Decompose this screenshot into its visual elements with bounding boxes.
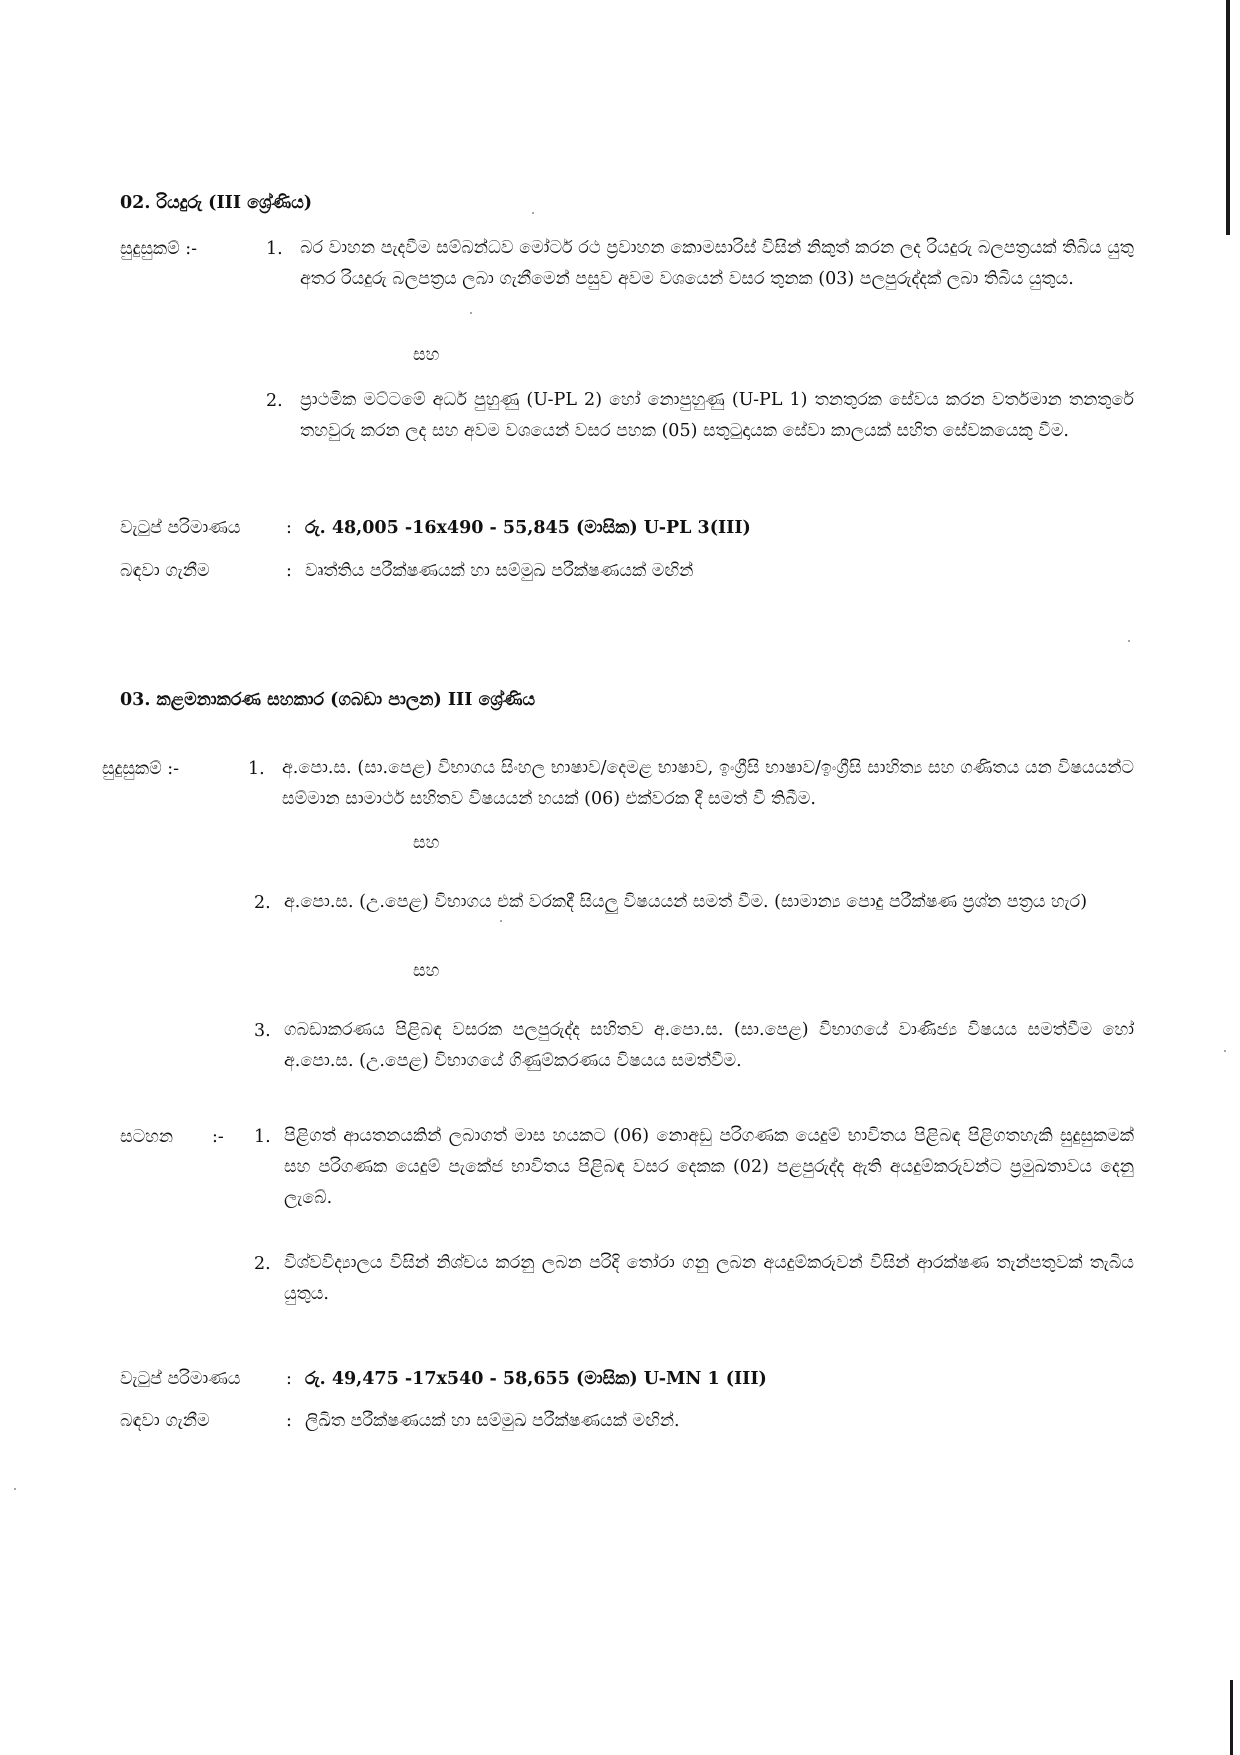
section3-note2-text: විශ්වවිද්‍යාලය විසින් නිශ්චය කරනු ලබන පරිදි තෝරා ගනු ලබන අයදුම්කරුවන් විසින් ආරක්ෂණ තැන්පතුවක් තැබිය යුතුය. — [284, 1253, 1134, 1304]
section3-note1-number: 1. — [254, 1127, 271, 1147]
section3-heading: 03. කළමනාකරණ සහකාර (ගබඩා පාලන) III ශ්‍රේණිය — [120, 690, 536, 710]
section3-note-colon: :- — [212, 1127, 224, 1147]
scan-speck — [1224, 1050, 1226, 1052]
section3-item1-text: අ.පො.ස. (සා.පෙළ) විභාගය සිංහල භාෂාව/දෙමළ භාෂාව, ඉංග්‍රීසි භාෂාව/ඉංග්‍රීසි සාහිත්‍ය සහ ගණිතය යන විෂයයන්ට සම්මාන සාමාර්ථ සහිතව විෂයයන් හයක් (06) එක්වරක දී සමත් වී තිබීම. — [282, 758, 1134, 809]
section3-salary-label: වැටුප් පරිමාණය — [120, 1369, 241, 1389]
scan-edge-mark-top — [1226, 0, 1230, 235]
scan-speck — [532, 212, 534, 214]
section3-note1-text: පිළිගත් ආයතනයකින් ලබාගත් මාස හයකට (06) නොඅඩු පරිගණක යෙදුම් භාවිතය පිළිබඳ පිළිගතහැකි සුදුසුකමක් සහ පරිගණක යෙදුම් පැකේජ භාවිතය පිළිබඳ වසර දෙකක (02) පළපුරුද්ද ඇති අයදුම්කරුවන්ට ප්‍රමුඛතාවය දෙනු ලැබේ. — [284, 1126, 1134, 1208]
section2-recruitment-value: වෘත්තිය පරීක්ෂණයක් හා සම්මුඛ පරීක්ෂණයක් මඟින් — [305, 561, 694, 581]
scan-speck — [1128, 640, 1130, 642]
section3-item3-number: 3. — [254, 1021, 271, 1041]
scan-speck — [500, 920, 502, 922]
section3-and-1: සහ — [413, 833, 440, 853]
section3-and-2: සහ — [413, 961, 440, 981]
section3-note-label: සටහන — [120, 1127, 174, 1147]
section2-salary-value: රු. 48,005 -16x490 - 55,845 (මාසික) U-PL 3(III) — [305, 518, 751, 538]
section3-salary-colon: : — [286, 1369, 292, 1389]
section3-recruitment-label: බඳවා ගැනීම — [120, 1411, 210, 1431]
section2-heading: 02. රියදුරු (III ශ්‍රේණිය) — [120, 193, 313, 213]
section3-note2-number: 2. — [254, 1254, 271, 1274]
scan-speck — [14, 1488, 16, 1490]
section2-item1-number: 1. — [266, 239, 283, 259]
section2-salary-label: වැටුප් පරිමාණය — [120, 518, 241, 538]
section3-recruitment-value: ලිඛිත පරීක්ෂණයක් හා සම්මුඛ පරීක්ෂණයක් මඟින්. — [305, 1411, 680, 1431]
section2-item1-text: බර වාහන පැදවීම සම්බන්ධව මෝටර් රථ ප්‍රවාහන කොමසාරිස් විසින් නිකුත් කරන ලද රියදුරු බලපත්‍රයක් තිබිය යුතු අතර රියදුරු බලපත්‍රය ලබා ගැනීමෙන් පසුව අවම වශයෙන් වසර තුනක (03) පලපුරුද්දක් ලබා තිබිය යුතුය. — [300, 238, 1134, 289]
section2-and-1: සහ — [413, 345, 440, 365]
section2-item2-number: 2. — [266, 391, 283, 411]
section2-recruitment-label: බඳවා ගැනීම — [120, 561, 210, 581]
section3-salary-value: රු. 49,475 -17x540 - 58,655 (මාසික) U-MN 1 (III) — [305, 1369, 767, 1389]
section2-qualifications-label: සුදුසුකම් :- — [120, 239, 198, 259]
section2-recruitment-colon: : — [286, 561, 292, 581]
section3-item1-number: 1. — [248, 759, 265, 779]
section3-item2-number: 2. — [254, 893, 271, 913]
section2-item2-text: ප්‍රාථමික මට්ටමේ අර්ධ පුහුණු (U-PL 2) හෝ නොපුහුණු (U-PL 1) තනතුරක සේවය කරන වර්තමාන තනතුරේ තහවුරු කරන ලද සහ අවම වශයෙන් වසර පහක (05) සතුටුදායක සේවා කාලයක් සහිත සේවකයෙකු වීම. — [300, 390, 1134, 441]
section2-salary-colon: : — [286, 518, 292, 538]
scan-edge-mark-bottom — [1230, 1680, 1233, 1755]
section3-item3-text: ගබඩාකරණය පිළිබඳ වසරක පලපුරුද්ද සහිතව අ.පො.ස. (සා.පෙළ) විභාගයේ වාණිජ්‍ය විෂයය සමත්වීම හෝ අ.පො.ස. (උ.පෙළ) විභාගයේ ගිණුම්කරණය විෂයය සමත්වීම. — [284, 1020, 1134, 1071]
section3-recruitment-colon: : — [286, 1411, 292, 1431]
section3-qualifications-label: සුදුසුකම් :- — [102, 759, 180, 779]
scan-speck — [470, 312, 472, 314]
section3-item2-text: අ.පො.ස. (උ.පෙළ) විභාගය එක් වරකදී සියලු විෂයයන් සමත් වීම. (සාමාන්‍ය පොදු පරීක්ෂණ ප්‍රශ්න පත්‍රය හැර) — [284, 892, 1088, 912]
